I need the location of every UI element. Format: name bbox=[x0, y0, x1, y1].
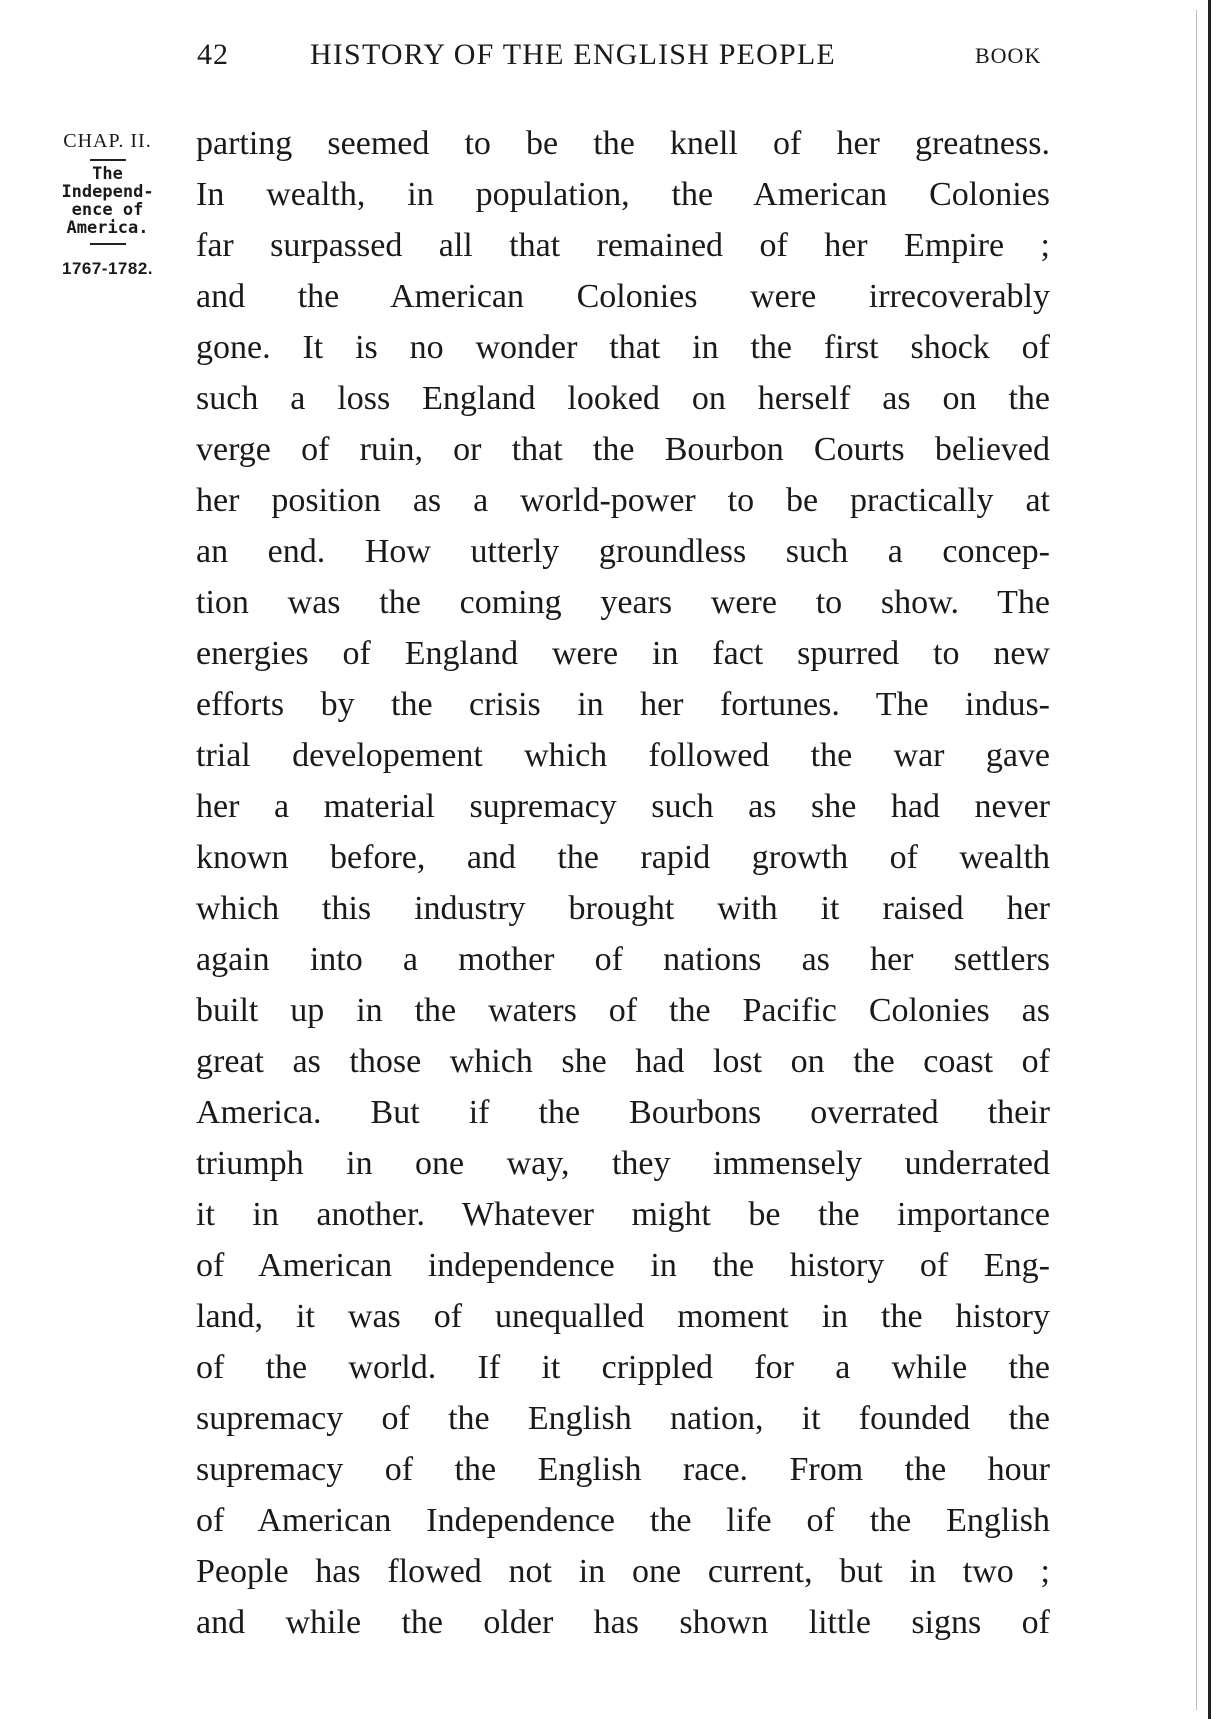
text-line: and while the older has shown little signs of bbox=[196, 1604, 1050, 1641]
text-line: verge of ruin, or that the Bourbon Courts believed bbox=[196, 431, 1050, 468]
text-line: known before, and the rapid growth of wealth bbox=[196, 839, 1050, 876]
text-line: her position as a world-power to be practically at bbox=[196, 482, 1050, 519]
margin-note bbox=[40, 124, 175, 279]
text-line: which this industry brought with it raised her bbox=[196, 890, 1050, 927]
text-line: gone. It is no wonder that in the first shock of bbox=[196, 329, 1050, 366]
text-line: triumph in one way, they immensely underrated bbox=[196, 1145, 1050, 1182]
page-header bbox=[0, 38, 1225, 78]
text-line: and the American Colonies were irrecoverably bbox=[196, 278, 1050, 315]
text-line: In wealth, in population, the American Colonies bbox=[196, 176, 1050, 213]
text-line: built up in the waters of the Pacific Colonies as bbox=[196, 992, 1050, 1029]
body-text bbox=[196, 118, 1050, 1648]
text-line: great as those which she had lost on the coast of bbox=[196, 1043, 1050, 1080]
running-title: HISTORY OF THE ENGLISH PEOPLE bbox=[310, 38, 836, 71]
margin-title-line: America. bbox=[66, 218, 149, 238]
binding-edge-line bbox=[1208, 0, 1211, 1719]
margin-rule-bottom bbox=[90, 243, 126, 245]
margin-title-line: ence of bbox=[71, 200, 144, 220]
text-line: America. But if the Bourbons overrated their bbox=[196, 1094, 1050, 1131]
margin-title-line: Independ- bbox=[61, 182, 154, 202]
text-line: far surpassed all that remained of her Empire ; bbox=[196, 227, 1050, 264]
book-label: BOOK bbox=[975, 43, 1042, 68]
binding-shadow-line bbox=[1196, 10, 1197, 1710]
text-line: again into a mother of nations as her settlers bbox=[196, 941, 1050, 978]
text-line: land, it was of unequalled moment in the history bbox=[196, 1298, 1050, 1335]
text-line: supremacy of the English race. From the hour bbox=[196, 1451, 1050, 1488]
chapter-label: CHAP. II. bbox=[63, 130, 152, 152]
text-line: such a loss England looked on herself as on the bbox=[196, 380, 1050, 417]
text-line: parting seemed to be the knell of her greatness. bbox=[196, 125, 1050, 162]
margin-rule-top bbox=[90, 159, 126, 161]
text-line: of the world. If it crippled for a while the bbox=[196, 1349, 1050, 1386]
text-line: her a material supremacy such as she had never bbox=[196, 788, 1050, 825]
text-line: of American Independence the life of the English bbox=[196, 1502, 1050, 1539]
margin-title-line: The bbox=[92, 164, 123, 184]
text-line: People has flowed not in one current, but in two ; bbox=[196, 1553, 1050, 1590]
page-number: 42 bbox=[197, 38, 229, 71]
text-line: energies of England were in fact spurred to new bbox=[196, 635, 1050, 672]
text-line: of American independence in the history of Eng- bbox=[196, 1247, 1050, 1284]
text-line: tion was the coming years were to show. The bbox=[196, 584, 1050, 621]
text-line: supremacy of the English nation, it founded the bbox=[196, 1400, 1050, 1437]
text-line: trial developement which followed the war gave bbox=[196, 737, 1050, 774]
text-line: it in another. Whatever might be the importance bbox=[196, 1196, 1050, 1233]
text-line: efforts by the crisis in her fortunes. The indus- bbox=[196, 686, 1050, 723]
margin-years: 1767-1782. bbox=[61, 259, 154, 278]
text-line: an end. How utterly groundless such a concep- bbox=[196, 533, 1050, 570]
margin-title bbox=[40, 165, 175, 237]
